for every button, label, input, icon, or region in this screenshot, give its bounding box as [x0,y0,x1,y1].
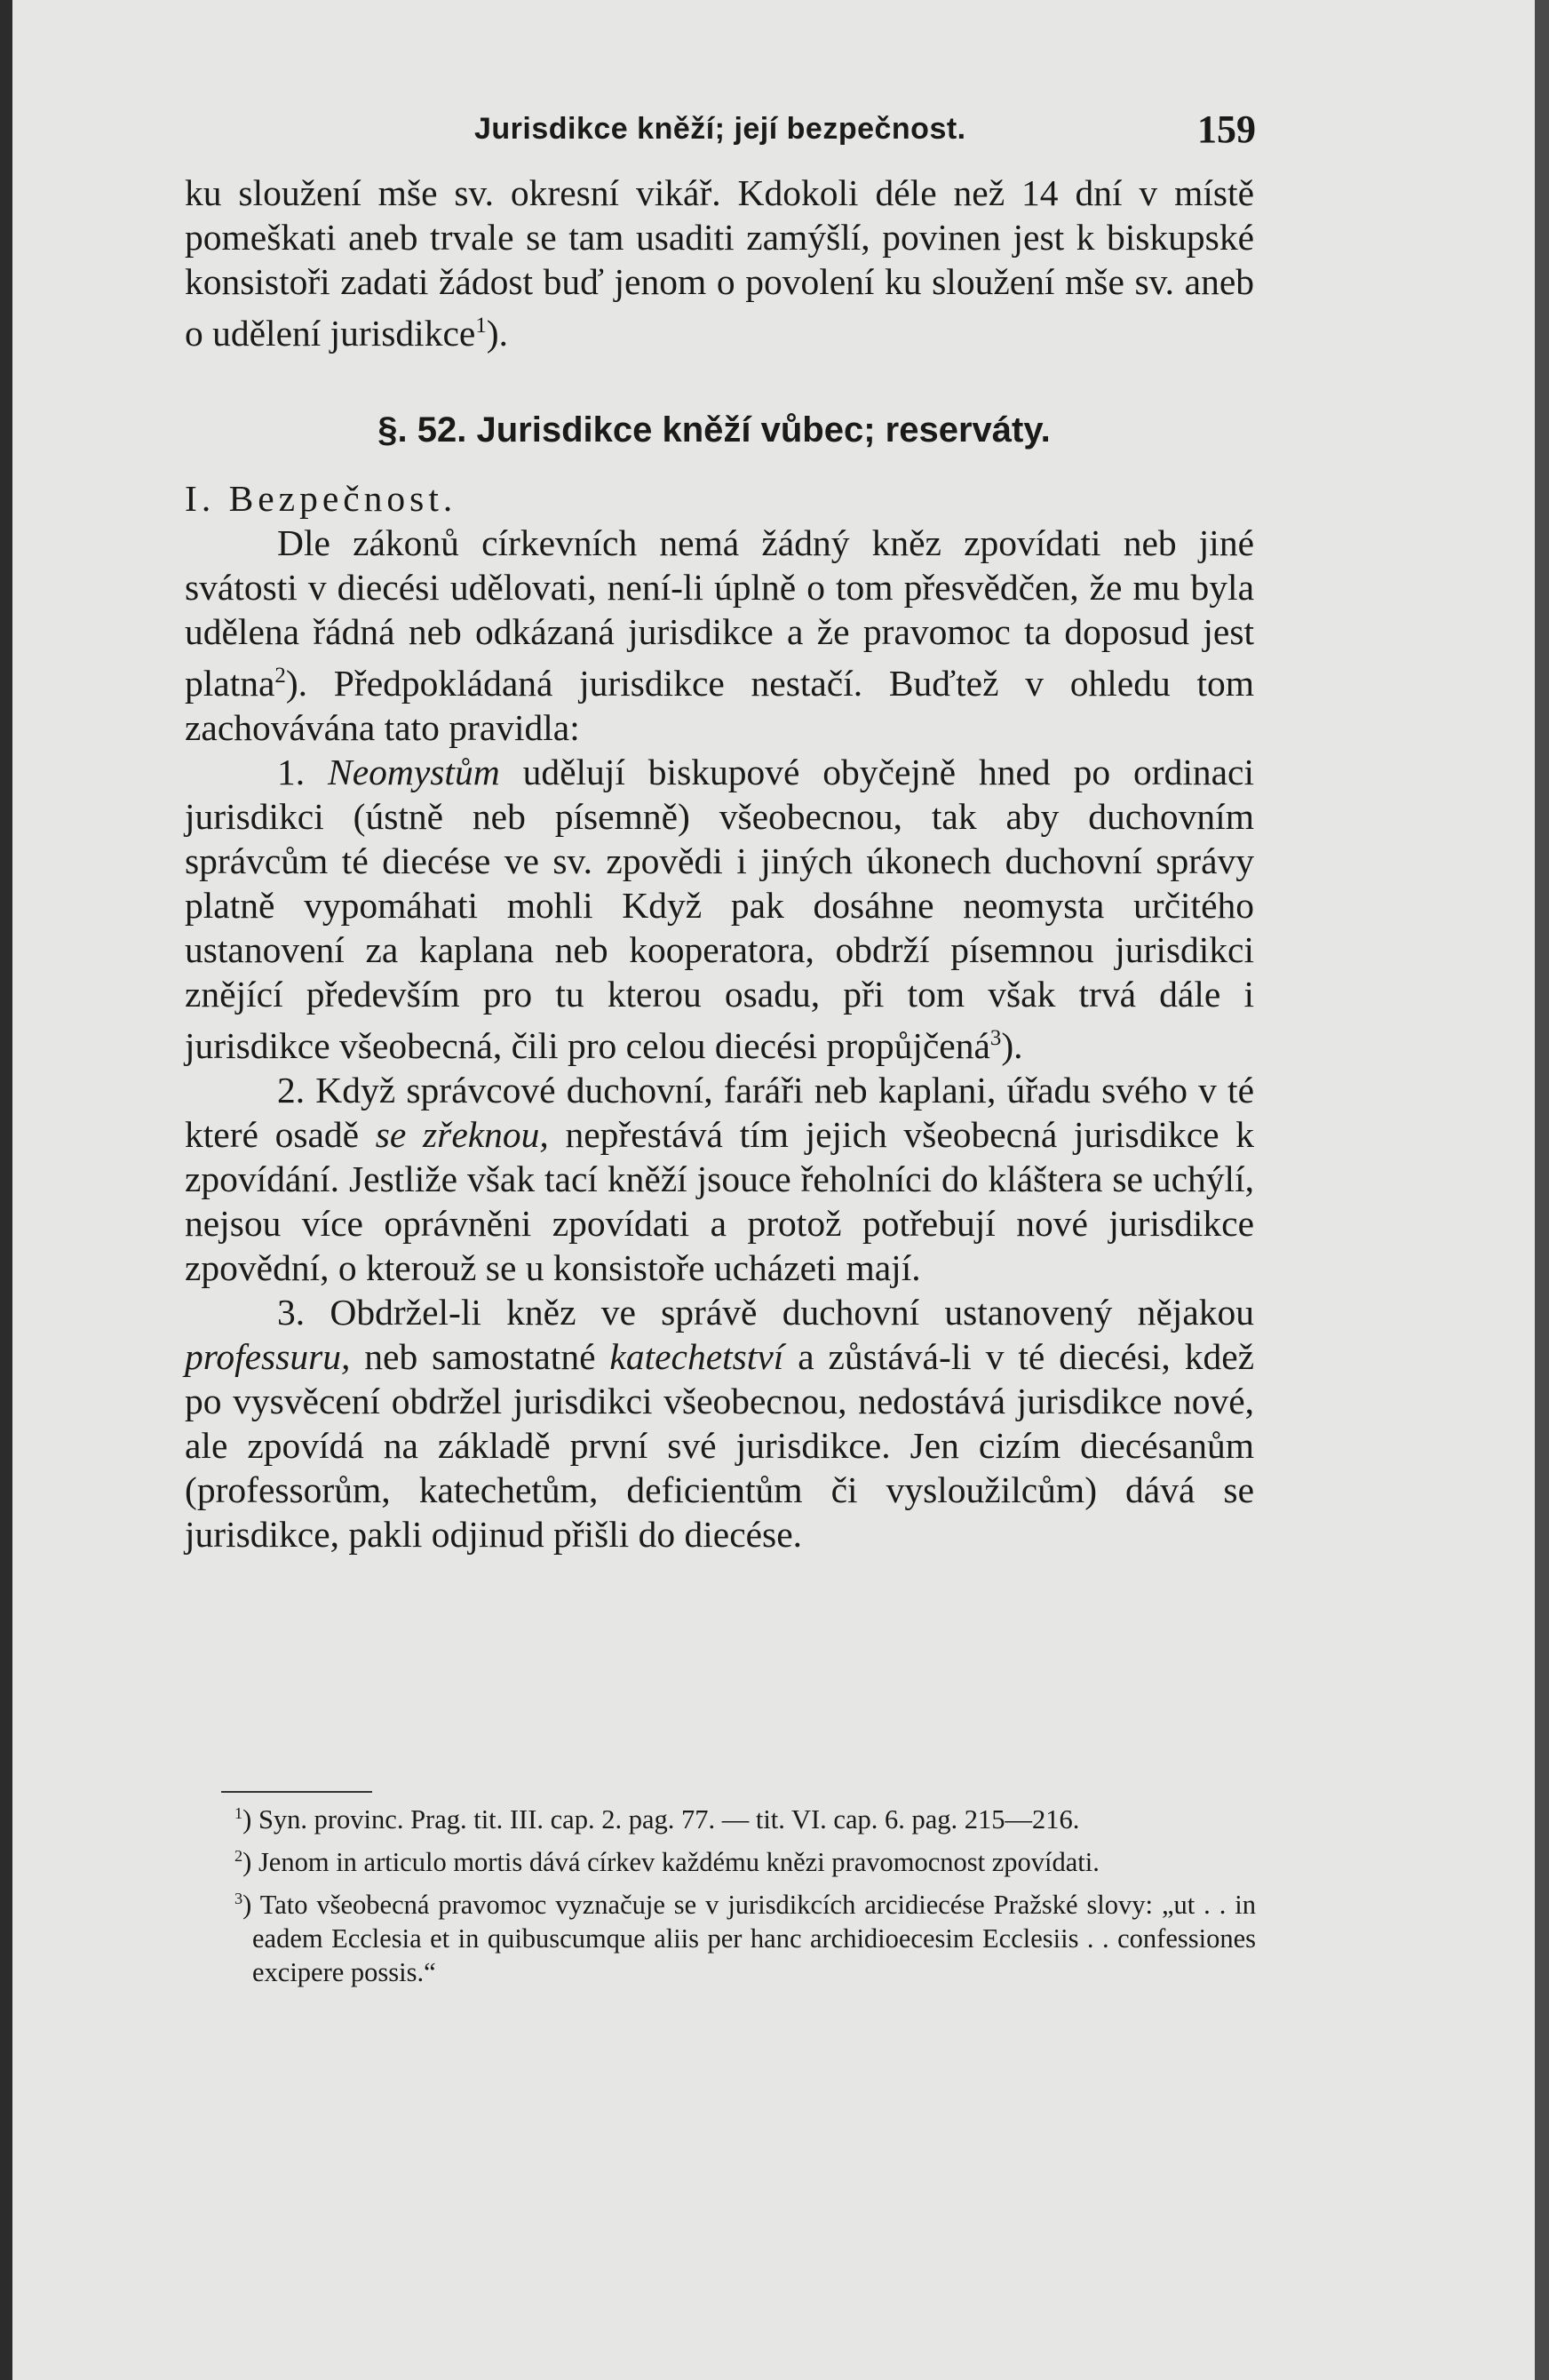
rule-1-paragraph: 1. Neomystům udělují biskupové obyčejně hned po ordinaci jurisdikci (ústně neb písemně) všeobecnou, tak aby duchovním správcům té diecése ve sv. zpovědi i jiných úkonech duchovní správy platně vypomáhati mohli Když pak dosáhne neomysta určitého ustanovení za kaplana neb kooperatora, obdrží písemnou jurisdikci znějící především pro tu kterou osadu, při tom však trvá dále i jurisdikce všeobecná, čili pro celou diecési propůjčená$^3$). [185,751,1254,1066]
text-block-top [185,171,1254,355]
footnotes [234,1796,1256,1992]
intro-paragraph: Dle zákonů církevních nemá žádný kněz zpovídati neb jiné svátosti v diecési udělovati, není-li úplně o tom přesvědčen, že mu byla udělena řádná neb odkázaná jurisdikce a že pravomoc ta doposud jest platna$^2$). Předpokládaná jurisdikce nestačí. Buďtež v ohledu tom zachovávána tato pravidla: [185,522,1254,748]
scan-border-right [1535,0,1549,2380]
paragraph-continuation: ku sloužení mše sv. okresní vikář. Kdokoli déle než 14 dní v místě pomeškati aneb trvale se tam usaditi zamýšlí, povinen jest k biskupské konsistoři zadati žádost buď jenom o povolení ku sloužení mše sv. aneb o udělení jurisdikce$^1$). [185,172,1254,354]
running-title: Jurisdikce kněží; její bezpečnost. [474,112,966,146]
footnote-divider [221,1791,372,1793]
rule-2-paragraph: 2. Když správcové duchovní, faráři neb kaplani, úřadu svého v té které osadě se zřeknou, nepřestává tím jejich všeobecná jurisdikce k zpovídání. Jestliže však tací kněží jsouce řeholníci do kláštera se uchýlí, nejsou více oprávněni zpovídati a protož potřebují nové jurisdikce zpovědní, o kterouž se u konsistoře ucházeti mají. [185,1069,1254,1288]
rule-3-term-professura: professuru, [185,1335,351,1377]
footnote-2: $^2$) Jenom in articulo mortis dává církev každému knězi pravomocnost zpovídati. [234,1847,1100,1878]
footnote-3: $^3$) Tato všeobecná pravomoc vyznačuje se v jurisdikcích arcidiecése Pražské slovy: „ut . . in eadem Ecclesia et in quibuscumque aliis per hanc archidioecesim Ecclesiis . . confessiones excipere possis.“ [234,1890,1256,1988]
page-number: 159 [1197,107,1256,151]
subsection-label: I. Bezpečnost. [185,478,457,519]
book-page [12,0,1535,2380]
rule-1-term: Neomystům [328,751,500,792]
rule-2-term: se zřeknou, [375,1113,549,1155]
footnote-ref-3: 3 [989,1025,1002,1050]
footnote-ref-1: 1 [475,314,487,338]
rule-3-paragraph: 3. Obdržel-li kněz ve správě duchovní ustanovený nějakou professuru, neb samostatné katechetství a zůstává-li v té diecési, kdež po vysvěcení obdržel jurisdikci všeobecnou, nedostává jurisdikce nové, ale zpovídá na základě první své jurisdikce. Jen cizím diecésanům (professorům, katechetům, deficientům či vysloužilcům) dává se jurisdikce, pakli odjinud přišli do diecése. [185,1291,1255,1555]
footnote-ref-2: 2 [274,664,286,688]
running-header [172,107,1256,160]
text-block-main [185,476,1254,1556]
section-heading: §. 52. Jurisdikce kněží vůbec; reserváty. [377,410,1051,450]
rule-3-term-katechetstvi: katechetství [609,1335,784,1377]
scan-border-left [0,0,12,2380]
footnote-1: $^1$) Syn. provinc. Prag. tit. III. cap. 2. pag. 77. — tit. VI. cap. 6. pag. 215—216. [234,1804,1080,1835]
